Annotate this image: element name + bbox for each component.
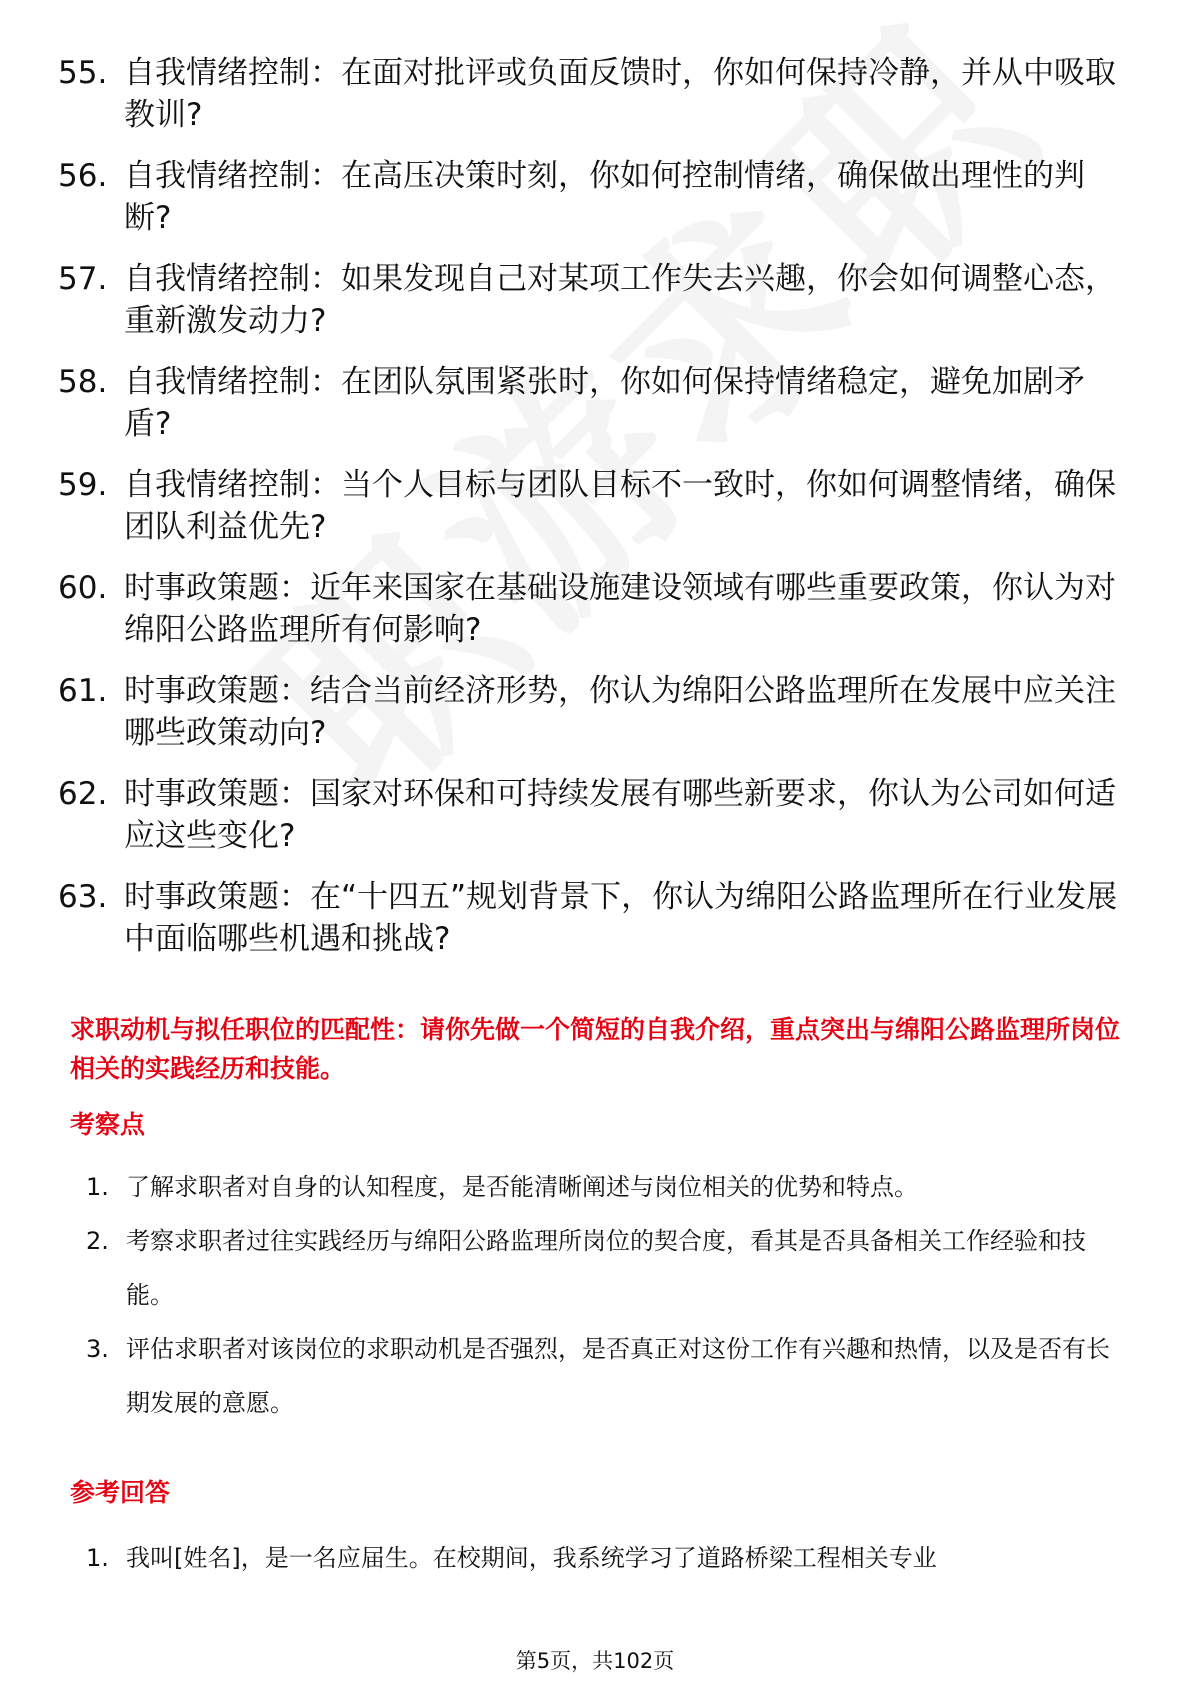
question-number: 55. <box>58 55 108 91</box>
question-text: 时事政策题：结合当前经济形势，你认为绵阳公路监理所在发展中应关注哪些政策动向? <box>124 673 1116 751</box>
question-number: 63. <box>58 879 108 915</box>
page-footer: 第5页，共102页 <box>515 1649 675 1673</box>
list-text: 我叫[姓名]，是一名应届生。在校期间，我系统学习了道路桥梁工程相关专业 <box>126 1544 937 1572</box>
list-number: 2. <box>86 1227 109 1255</box>
question-list <box>58 52 1138 979</box>
question-text: 自我情绪控制：在高压决策时刻，你如何控制情绪，确保做出理性的判断? <box>124 158 1085 236</box>
list-text: 了解求职者对自身的认知程度，是否能清晰阐述与岗位相关的优势和特点。 <box>126 1173 918 1201</box>
question-item <box>58 361 1138 445</box>
list-text: 考察求职者过往实践经历与绵阳公路监理所岗位的契合度，看其是否具备相关工作经验和技能。 <box>126 1227 1086 1309</box>
question-item <box>58 52 1138 136</box>
question-text: 时事政策题：近年来国家在基础设施建设领域有哪些重要政策，你认为对绵阳公路监理所有何影响? <box>124 570 1116 648</box>
question-item <box>58 464 1138 548</box>
question-number: 57. <box>58 261 108 297</box>
reference-answer-label: 参考回答 <box>70 1478 171 1507</box>
question-number: 59. <box>58 467 108 503</box>
question-item <box>58 258 1138 342</box>
list-text: 评估求职者对该岗位的求职动机是否强烈，是否真正对这份工作有兴趣和热情，以及是否有长期发展的意愿。 <box>126 1335 1110 1417</box>
list-number: 1. <box>86 1544 109 1572</box>
question-item <box>58 670 1138 754</box>
question-number: 60. <box>58 570 108 606</box>
question-number: 62. <box>58 776 108 812</box>
reference-answer-list <box>86 1531 1136 1585</box>
featured-question-heading: 求职动机与拟任职位的匹配性：请你先做一个简短的自我介绍，重点突出与绵阳公路监理所岗位相关的实践经历和技能。 <box>70 1015 1121 1083</box>
question-text: 自我情绪控制：当个人目标与团队目标不一致时，你如何调整情绪，确保团队利益优先? <box>124 467 1116 545</box>
question-item <box>58 155 1138 239</box>
question-text: 自我情绪控制：在团队氛围紧张时，你如何保持情绪稳定，避免加剧矛盾? <box>124 364 1085 442</box>
question-text: 时事政策题：在“十四五”规划背景下，你认为绵阳公路监理所在行业发展中面临哪些机遇和挑战? <box>124 879 1118 957</box>
list-item <box>86 1531 1136 1585</box>
list-number: 1. <box>86 1173 109 1201</box>
list-item <box>86 1160 1136 1214</box>
question-item <box>58 876 1138 960</box>
question-item <box>58 567 1138 651</box>
list-item <box>86 1214 1136 1322</box>
assessment-points-label: 考察点 <box>70 1110 146 1139</box>
list-number: 3. <box>86 1335 109 1363</box>
question-number: 58. <box>58 364 108 400</box>
assessment-points-list <box>86 1160 1136 1430</box>
question-text: 自我情绪控制：如果发现自己对某项工作失去兴趣，你会如何调整心态，重新激发动力? <box>124 261 1116 339</box>
list-item <box>86 1322 1136 1430</box>
question-number: 56. <box>58 158 108 194</box>
question-item <box>58 773 1138 857</box>
question-text: 时事政策题：国家对环保和可持续发展有哪些新要求，你认为公司如何适应这些变化? <box>124 776 1116 854</box>
question-text: 自我情绪控制：在面对批评或负面反馈时，你如何保持冷静，并从中吸取教训? <box>124 55 1116 133</box>
question-number: 61. <box>58 673 108 709</box>
